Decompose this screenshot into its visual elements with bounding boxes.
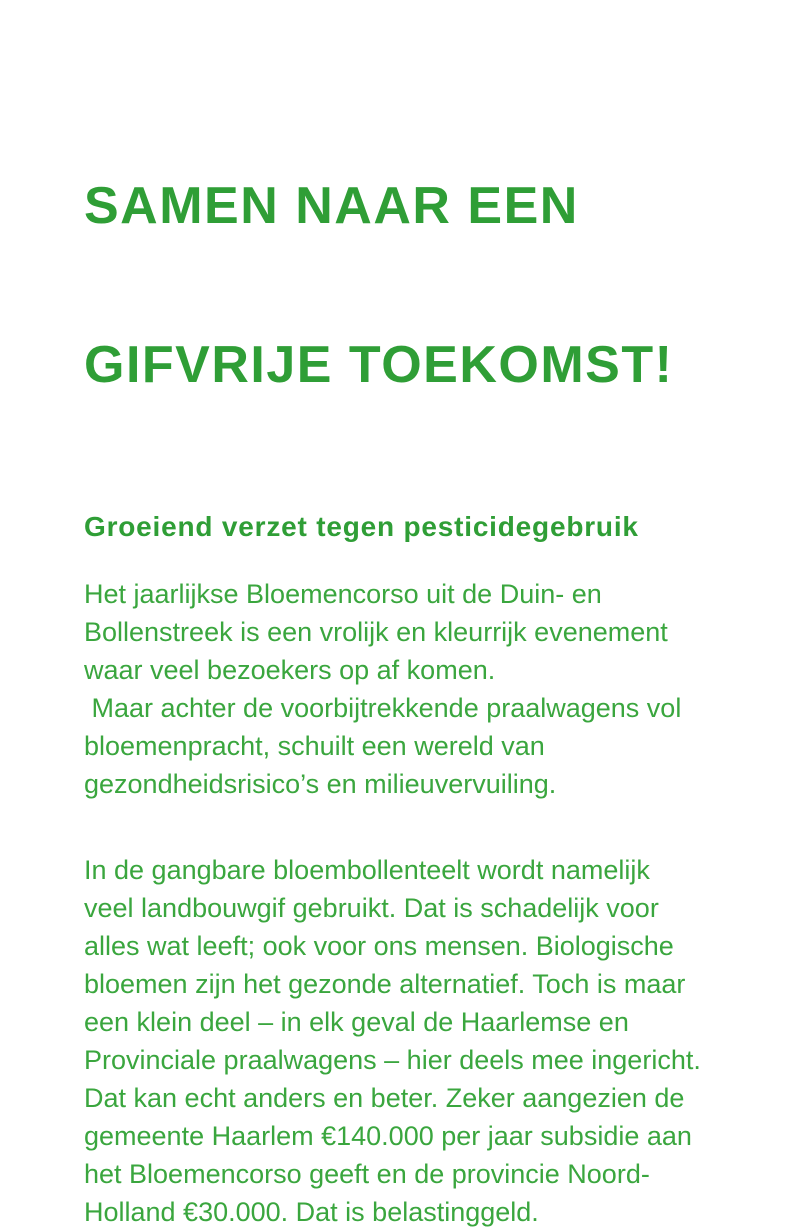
paragraph-detail: [84, 851, 740, 1231]
body-line: In de gangbare bloembollenteelt wordt namelijk: [84, 855, 650, 885]
body-line: alles wat leeft; ook voor ons mensen. Biologische: [84, 931, 674, 961]
body-line: Bollenstreek is een vrolijk en kleurrijk evenement: [84, 617, 668, 647]
page-subtitle: Groeiend verzet tegen pesticidegebruik: [84, 511, 639, 542]
body-line: Maar achter de voorbijtrekkende praalwagens vol: [84, 693, 682, 723]
body-line: veel landbouwgif gebruikt. Dat is schadelijk voor: [84, 893, 659, 923]
body-line: Holland €30.000. Dat is belastinggeld.: [84, 1197, 539, 1227]
body-line: gezondheidsrisico’s en milieuvervuiling.: [84, 769, 557, 799]
body-line: bloemen zijn het gezonde alternatief. Toch is maar: [84, 969, 686, 999]
title-line-1: SAMEN NAAR EEN: [84, 177, 579, 235]
body-line: bloemenpracht, schuilt een wereld van: [84, 731, 545, 761]
body-line: een klein deel – in elk geval de Haarlemse en: [84, 1007, 629, 1037]
title-line-2: GIFVRIJE TOEKOMST!: [84, 336, 674, 394]
body-line: gemeente Haarlem €140.000 per jaar subsidie aan: [84, 1121, 692, 1151]
paragraph-intro: [84, 575, 740, 803]
page-title: [84, 74, 740, 498]
body-line: Het jaarlijkse Bloemencorso uit de Duin- en: [84, 579, 602, 609]
body-line: Dat kan echt anders en beter. Zeker aangezien de: [84, 1083, 685, 1113]
body-line: Provinciale praalwagens – hier deels mee ingericht.: [84, 1045, 701, 1075]
body-line: waar veel bezoekers op af komen.: [84, 655, 496, 685]
body-line: het Bloemencorso geeft en de provincie Noord-: [84, 1159, 650, 1189]
